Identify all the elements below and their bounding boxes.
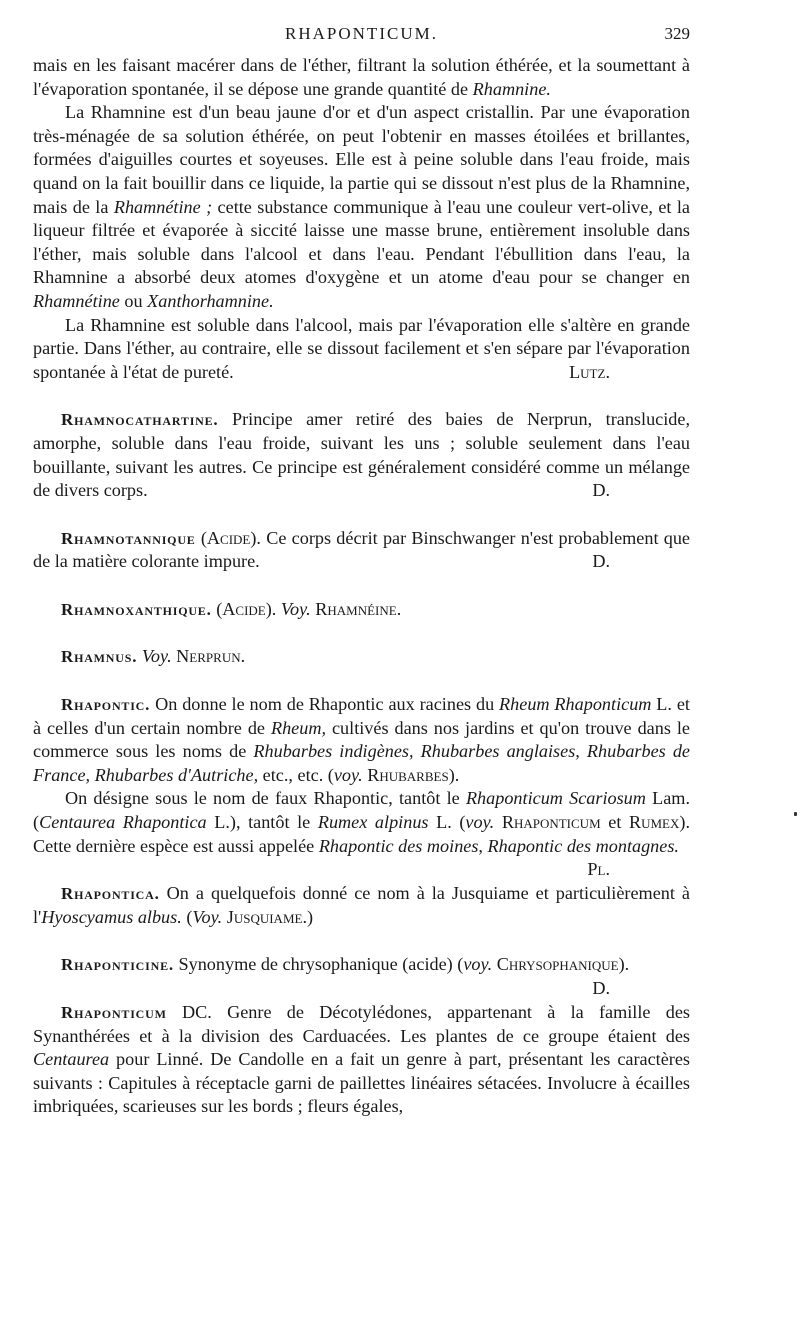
italic-text: Voy. — [141, 646, 172, 667]
text: ). Ce corps décrit par Binschwanger n'est probablement que de la matière colorante impure. — [33, 527, 691, 572]
text: mais en les faisant macérer dans de l'éther, filtrant la solution éthérée, et la soumettant à l'évaporation spontanée, il se dépose une grande quantité de — [33, 55, 690, 99]
running-head — [33, 24, 690, 54]
text: On désigne sous le nom de faux Rhapontic, tantôt le — [65, 788, 466, 809]
text: etc., etc. ( — [258, 764, 334, 785]
text: ( — [181, 906, 193, 927]
author-signature: D. — [592, 480, 610, 501]
headword: Rhapontica. — [61, 884, 160, 904]
text: Synonyme de chrysophanique (acide) ( — [173, 954, 464, 975]
text: et — [600, 812, 629, 833]
text: On donne le nom de Rhapontic aux racines du — [150, 694, 500, 715]
italic-text: Rheum, — [270, 717, 327, 738]
italic-text: voy. — [465, 812, 495, 833]
text: ). Cette dernière espèce est aussi appelée — [33, 812, 690, 856]
small-caps-text: Rhamnéine. — [315, 598, 402, 619]
italic-text: voy. — [463, 954, 493, 975]
author-signature: Lutz. — [569, 361, 610, 382]
page-number: 329 — [664, 24, 690, 43]
headword: Rhamnocathartine. — [61, 410, 219, 430]
italic-text: Rumex alpinus — [317, 812, 429, 833]
small-caps-text: Acide — [206, 527, 251, 548]
small-caps-text: Jusquiame. — [226, 906, 307, 927]
running-title: RHAPONTICUM. — [285, 24, 438, 43]
spacer — [33, 574, 690, 598]
italic-text: Rhapontic des moines, Rhapontic des montagnes. — [318, 835, 679, 856]
headword: Rhaponticum — [61, 1003, 167, 1022]
small-caps-text: Acide — [222, 598, 266, 619]
entry-rhamnoxanthique — [33, 598, 690, 622]
text: DC. Genre de Décotylédones, appartenant à la famille des Synanthérées et à la division des Carduacées. Les plantes de ce groupe étaient des — [33, 1002, 690, 1046]
paragraph-rhamnine-description — [33, 101, 690, 313]
italic-text: Rhamnétine ; — [113, 196, 213, 217]
italic-text: Rheum Rhaponticum — [499, 694, 652, 715]
italic-text: Centaurea Rhapontica — [39, 812, 207, 833]
spacer — [33, 669, 690, 693]
entry-rhapontica — [33, 882, 690, 929]
entry-rhaponticum — [33, 1001, 690, 1119]
author-signature: Pl. — [587, 859, 610, 880]
entry-rhamnocathartine — [33, 408, 690, 502]
text: cultivés dans nos jardins et qu'on trouve dans le commerce sous les noms de — [33, 717, 690, 762]
text: ). — [265, 598, 281, 619]
italic-text: Rhamnine. — [472, 78, 551, 99]
text: La Rhamnine est d'un beau jaune d'or et d'un aspect cristallin. Par une évaporation très-ménagée de sa solution éthérée, on peut l'obtenir en masses étoilées et brillantes, formées d'aiguilles courtes et soyeuses. Elle est à peine soluble dans l'eau froide, mais quand on la fait bouillir dans ce liquide, la partie qui se dissout n'est plus de la Rhamnine, mais de la — [33, 102, 690, 217]
paragraph-continuation — [33, 54, 690, 101]
author-signature: D. — [592, 978, 610, 998]
italic-text: Rhaponticum Scariosum — [465, 788, 646, 809]
italic-text: Voy. — [192, 906, 223, 927]
headword: Rhaponticine. — [61, 955, 174, 975]
small-caps-text: Rhubarbes — [367, 764, 449, 785]
headword: Rhamnoxanthique. — [61, 599, 212, 619]
text: ). — [618, 954, 630, 975]
italic-text: voy. — [333, 764, 363, 785]
italic-text: Hyoscyamus albus. — [41, 906, 182, 927]
text: ( — [211, 598, 223, 619]
small-caps-text: Rumex — [628, 812, 680, 833]
italic-text: Centaurea — [33, 1049, 110, 1070]
entry-rhaponticine — [33, 953, 690, 998]
paragraph-faux-rhapontic — [33, 787, 690, 880]
text: cette substance communique à l'eau une couleur vert-olive, et la liqueur filtrée et évaporée à siccité laisse une masse brune, entièrement insoluble dans l'éther, mais soluble dans l'alcool et dans l'eau. Pendant l'ébullition dans l'eau, la Rhamnine a absorbé deux atomes d'oxygène et un atome d'eau pour se changer en — [33, 196, 690, 288]
text: pour Linné. De Candolle en a fait un genre à part, présentant les caractères suivants : Capitules à réceptacle garni de paillettes linéaires sétacées. Involucre à écailles imbriquées, scarieuses sur les bords ; fleurs égales, — [33, 1049, 690, 1117]
headword: Rhapontic. — [61, 695, 151, 715]
text: Lam. ( — [33, 788, 690, 833]
text: ). — [448, 764, 460, 785]
italic-text: Rhubarbes indigènes, Rhubarbes anglaises, Rhubarbes de France, Rhubarbes d'Autriche, — [33, 741, 691, 785]
author-signature: D. — [592, 551, 610, 572]
italic-text: Rhamnétine — [33, 290, 120, 311]
text: On a quelquefois donné ce nom à la Jusquiame et particulièrement à l' — [33, 883, 690, 927]
small-caps-text: Nerprun. — [176, 646, 246, 667]
text: La Rhamnine est soluble dans l'alcool, mais par l'évaporation elle s'altère en grande partie. Dans l'éther, au contraire, elle se dissout facilement et s'en sépare par l'évaporation spontanée à l'état de pureté. — [33, 314, 690, 382]
spacer — [33, 621, 690, 645]
italic-text: Voy. — [280, 598, 311, 619]
text: ou — [119, 290, 148, 311]
spacer — [33, 929, 690, 953]
text: ) — [307, 906, 314, 927]
entry-rhapontic — [33, 693, 690, 787]
entry-rhamnus — [33, 645, 690, 669]
entry-rhamnotannique — [33, 527, 690, 574]
headword: Rhamnus. — [61, 647, 138, 667]
italic-text: Xanthorhamnine. — [147, 290, 274, 311]
small-caps-text: Chrysophanique — [496, 954, 619, 975]
text: L.), tantôt le — [206, 812, 318, 833]
text: ( — [195, 527, 207, 548]
ink-speck — [794, 812, 797, 816]
paragraph-rhamnine-solubility — [33, 314, 690, 385]
page — [33, 24, 690, 1119]
small-caps-text: Rhaponticum — [501, 812, 601, 833]
text: L. et à celles d'un certain nombre de — [33, 694, 690, 738]
spacer — [33, 503, 690, 527]
headword: Rhamnotannique — [61, 528, 196, 548]
text: L. ( — [428, 812, 466, 833]
text — [494, 812, 502, 832]
text: Principe amer retiré des baies de Nerprun, translucide, amorphe, soluble dans l'eau froide, suivant les uns ; soluble seulement dans l'eau bouillante, suivant les autres. Ce principe est généralement considéré comme un mélange de divers corps. — [33, 409, 690, 501]
spacer — [33, 384, 690, 408]
